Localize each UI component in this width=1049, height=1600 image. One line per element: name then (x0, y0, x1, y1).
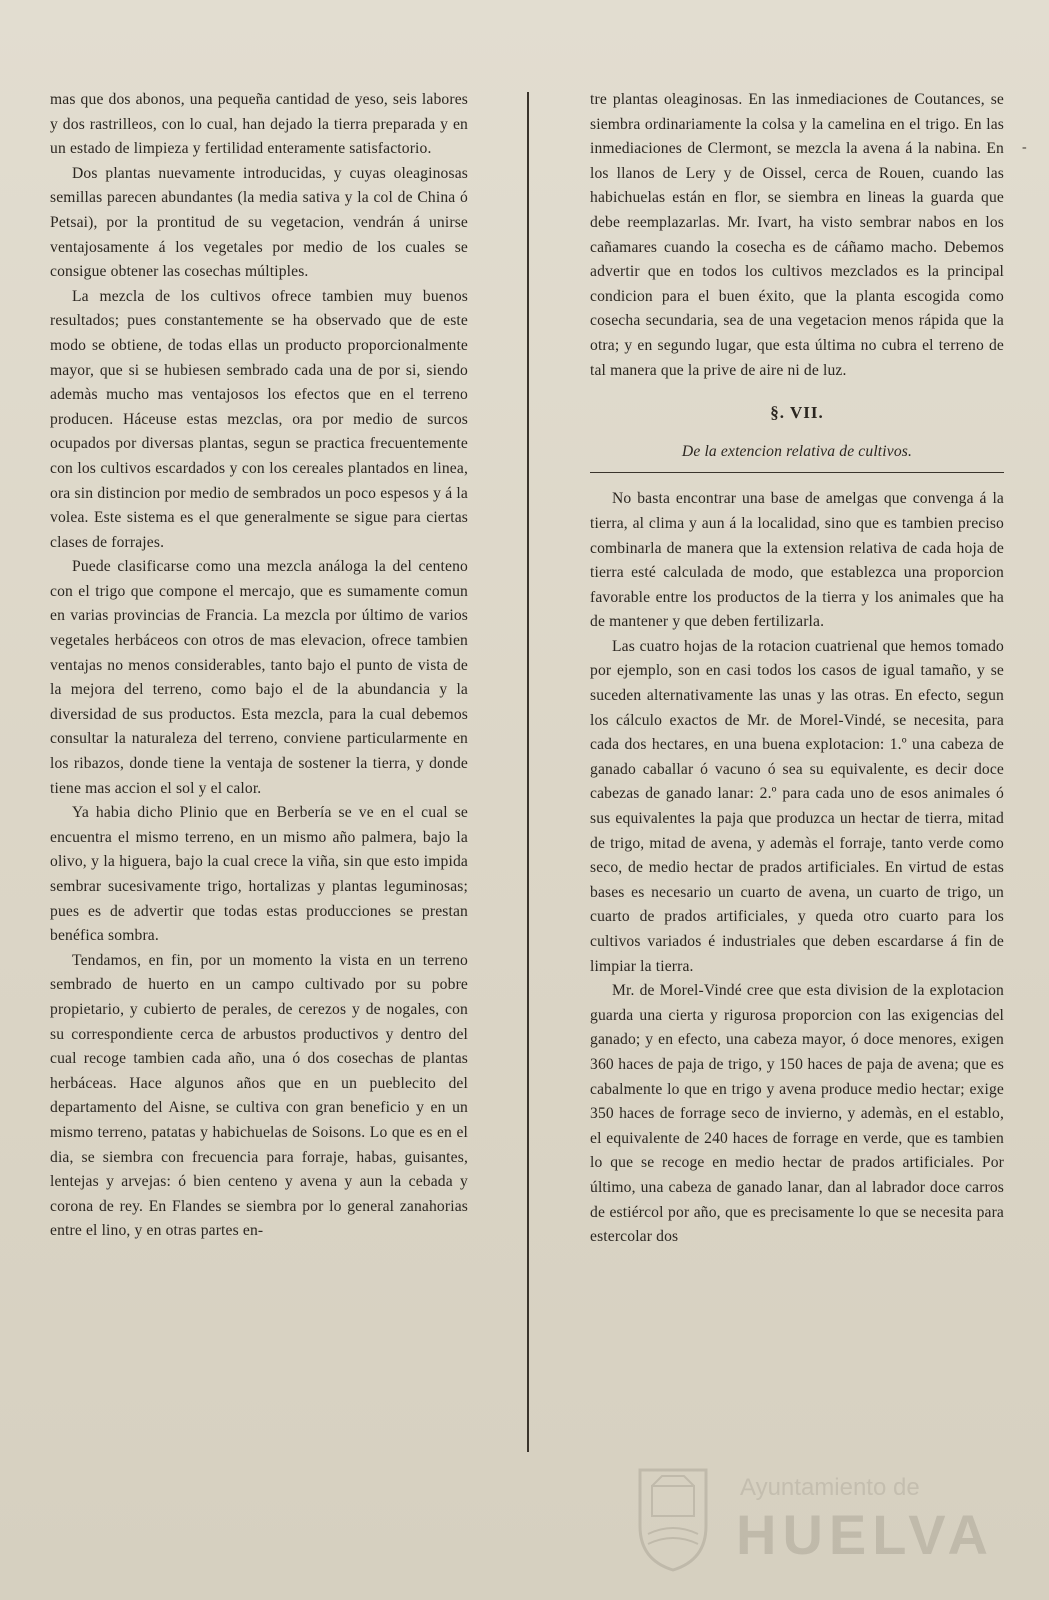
left-column (50, 88, 468, 1244)
margin-dash-mark: - (1022, 140, 1027, 155)
city-shield-emblem-icon (636, 1464, 710, 1574)
paragraph-left-2: Dos plantas nuevamente introducidas, y cuyas oleaginosas semillas parecen abundantes (la media sativa y la col de China ó Petsai), por la prontitud de su vegetacion, vendrán á unirse ventajosamente á los vegetales por medio de los cuales se consigue obtener las cosechas múltiples. (50, 164, 468, 281)
paragraph-right-intro: tre plantas oleaginosas. En las inmediaciones de Coutances, se siembra ordinariamente la colsa y la camelina en el trigo. En las inmediaciones de Clermont, se mezcla la avena á la nabina. En los llanos de Lery y de Oissel, cerca de Rouen, cuando las habichuelas están en flor, se siembra en lineas la guarda que debe reemplazarlas. Mr. Ivart, ha visto sembrar nabos en los cañamares cuando la cosecha es de cáñamo macho. Debemos advertir que en todos los cultivos mezclados es la principal condicion para el buen éxito, que la planta escogida como cosecha secundaria, sea de una vegetacion menos rápida que la otra; y en segundo lugar, que esta última no cubra el terreno de tal manera que la prive de aire ni de luz. (590, 91, 1004, 379)
watermark-top-text: Ayuntamiento de (740, 1474, 920, 1501)
paragraph-left-1: mas que dos abonos, una pequeña cantidad de yeso, seis labores y dos rastrilleos, con lo cual, han dejado la tierra preparada y en un estado de limpieza y fertilidad enteramente satisfactorio. (50, 91, 468, 158)
section-title: De la extencion relativa de cultivos. (681, 442, 913, 460)
paragraph-left-3: La mezcla de los cultivos ofrece tambien muy buenos resultados; pues constantemente se ha observado que de este modo se obtiene, de todas ellas un producto proporcionalmente mayor, que si se hubiesen sembrado cada una de por si, siendo ademàs mucho mas ventajosos los efectos que en el terreno producen. Háceuse estas mezclas, ora por medio de surcos ocupados por diversas plantas, segun se practica frecuentemente con los cultivos escardados y con los cereales plantados en linea, ora sin distincion por medio de sembrados un poco espesos y á la volea. Este sistema es el que generalmente se sigue para ciertas clases de forrajes. (50, 287, 468, 551)
paragraph-left-5: Ya habia dicho Plinio que en Berbería se ve en el cual se encuentra el mismo terreno, en un mismo año palmera, bajo la olivo, y la higuera, bajo la cual crece la viña, sin que esto impida sembrar sucesivamente trigo, hortalizas y plantas leguminosas; pues es de advertir que todas estas producciones se prestan benéfica sombra. (50, 804, 468, 945)
archive-watermark (636, 1464, 994, 1582)
column-divider (527, 92, 529, 1452)
paragraph-right-2: Las cuatro hojas de la rotacion cuatrienal que hemos tomado por ejemplo, son en casi todos los casos de igual tamaño, y se suceden alternativamente las unas y las otras. En efecto, segun los cálculo exactos de Mr. de Morel-Vindé, se necesita, para cada dos hectares, en una buena explotacion: 1.º una cabeza de ganado caballar ó vacuno ó sea su equivalente, es decir doce cabezas de ganado lanar: 2.º para cada uno de esos animales ó sus equivalentes la paja que produzca un hectar de tierra, mitad de trigo, mitad de avena, y ademàs el forraje, tanto verde como seco, de medio hectar de prados artificiales. En virtud de estas bases es necesario un cuarto de avena, un cuarto de trigo, un cuarto de prados artificiales, y queda otro cuarto para los cultivos variados é industriales que deben escardarse á fin de limpiar la tierra. (590, 637, 1004, 975)
section-title-rule (590, 472, 1004, 473)
paragraph-left-4: Puede clasificarse como una mezcla análoga la del centeno con el trigo que compone el mercajo, que es sumamente comun en varias provincias de Francia. La mezcla por último de varios vegetales herbáceos con otros de mas elevacion, ofrece tambien ventajas no menos considerables, tanto bajo el punto de vista de la mejora del terreno, como bajo el de la abundancia y la diversidad de sus productos. Esta mezcla, para la cual debemos consultar la naturaleza del terreno, conviene particularmente en los ribazos, donde tiene la ventaja de sostener la tierra, y donde tiene mas accion el sol y el calor. (50, 558, 468, 797)
right-column (590, 88, 1004, 1250)
watermark-main-text: HUELVA (736, 1503, 994, 1566)
paragraph-right-1: No basta encontrar una base de amelgas que convenga á la tierra, al clima y aun á la localidad, sino que es tambien preciso combinarla de manera que la extension relativa de cada hoja de tierra esté calculada de modo, que establezca una proporcion favorable entre los productos de la tierra y los animales que ha de mantener y que deben fertilizarla. (590, 490, 1004, 631)
paragraph-right-3: Mr. de Morel-Vindé cree que esta division de la explotacion guarda una cierta y rigurosa proporcion con las exigencias del ganado; y en efecto, una cabeza mayor, ó doce menores, exigen 360 haces de paja de trigo, y 150 haces de paja de avena; que es cabalmente lo que en trigo y avena produce medio hectar; exige 350 haces de forrage seco de invierno, y ademàs, en el establo, el equivalente de 240 haces de forrage en verde, que es tambien lo que se recoge en medio hectar de prados artificiales. Por último, una cabeza de ganado lanar, dan al labrador doce carros de estiércol por año, que es precisamente lo que se necesita para estercolar dos (590, 982, 1004, 1246)
paragraph-left-6: Tendamos, en fin, por un momento la vista en un terreno sembrado de huerto en un campo cultivado por su pobre propietario, y cubierto de perales, de cerezos y de nogales, con su correspondiente cerca de arbustos productivos y dentro del cual recoge tambien cada año, una ó dos cosechas de plantas herbáceas. Hace algunos años que en un pueblecito del departamento del Aisne, se cultiva con gran beneficio y en un mismo terreno, patatas y habichuelas de Soisons. Lo que es en el dia, se siembra con frecuencia para forraje, habas, guisantes, lentejas y arvejas: ó bien centeno y avena y aun la cebada y corona de rey. En Flandes se siembra por lo general zanahorias entre el lino, y en otras partes en- (50, 951, 468, 1240)
section-number: §. VII. (770, 403, 824, 423)
